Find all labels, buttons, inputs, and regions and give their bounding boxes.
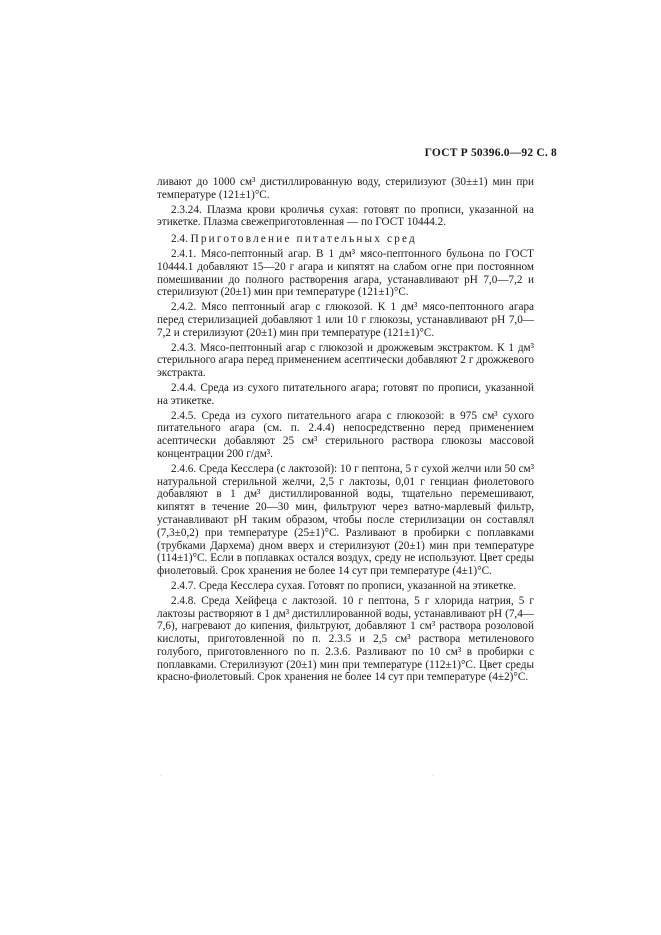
page-header xyxy=(425,147,557,159)
paragraph-2-4-1: 2.4.1. Мясо-пептонный агар. В 1 дм³ мясо-пептонного бульона по ГОСТ 10444.1 добавляют 15—20 г агара и кипятят на слабом огне при постоянном помешивании до полного растворения агара, устанавливают pH 7,0—7,2 и стерилизуют (20±1) мин при температуре (121±1)°C. xyxy=(157,247,534,299)
paragraph-2-4-5: 2.4.5. Среда из сухого питательного агара с глюкозой: в 975 см³ сухого питательного агара (см. п. 2.4.4) непосредственно перед применением асептически добавляют 25 см³ стерильного раствора глюкозы массовой концентрации 200 г/дм³. xyxy=(157,409,534,460)
paragraph-2-3-24: 2.3.24. Плазма крови кроличья сухая: готовят по прописи, указанной на этикетке. Плазма свежеприготовленная — по ГОСТ 10444.2. xyxy=(157,203,534,229)
document-code: ГОСТ Р 50396.0—92 С. 8 xyxy=(424,147,557,159)
paragraph-continuation: ливают до 1000 см³ дистиллированную воду, стерилизуют (30±±1) мин при температуре (121±1)°C. xyxy=(157,176,534,201)
scan-speck: · xyxy=(160,773,162,779)
paragraph-2-4-7: 2.4.7. Среда Кесслера сухая. Готовят по прописи, указанной на этикетке. xyxy=(171,579,517,592)
paragraph-2-4-2: 2.4.2. Мясо пептонный агар с глюкозой. К 1 дм³ мясо-пептонного агара перед стерилизацией добавляют 1 или 10 г глюкозы, устанавливают pH 7,0—7,2 и стерилизуют (20±1) мин при температуре (121±1)°C. xyxy=(157,301,534,339)
section-title: Приготовление питательных сред xyxy=(190,233,417,246)
scan-speck: · xyxy=(432,773,434,779)
section-number: 2.4. xyxy=(171,233,188,246)
document-body xyxy=(157,176,534,686)
paragraph-2-4-4: 2.4.4. Среда из сухого питательного агара; готовят по прописи, указанной на этикетке. xyxy=(157,381,534,407)
section-heading xyxy=(157,233,534,246)
paragraph-2-4-6: 2.4.6. Среда Кесслера (с лактозой): 10 г пептона, 5 г сухой желчи или 50 см³ натуральной стерильной желчи, 2,5 г лактозы, 0,01 г генциан фиолетового добавляют в 1 дм³ дистиллированной воды, тщательно перемешивают, кипятят в течение 20—30 мин, фильтруют через ватно-марлевый фильтр, устанавливают pH таким образом, чтобы после стерилизации он составлял (7,3±0,2) при температуре (25±1)°C. Разливают в пробирки с поплавками (трубками Дархема) дном вверх и стерилизуют (20±1) мин при температуре (114±1)°C. Если в поплавках остался воздух, среду не используют. Цвет среды фиолетовый. Срок хранения не более 14 сут при температуре (4±1)°C. xyxy=(157,462,534,578)
paragraph-2-4-8: 2.4.8. Среда Хейфеца с лактозой. 10 г пептона, 5 г хлорида натрия, 5 г лактозы растворяют в 1 дм³ дистиллированной воды, устанавливают pH (7,4—7,6), нагревают до кипения, фильтруют, добавляют 1 см³ раствора розоловой кислоты, приготовленной по п. 2.3.5 и 2,5 см³ раствора метиленового голубого, приготовленного по п. 2.3.6. Разливают по 10 см³ в пробирки с поплавками. Стерилизуют (20±1) мин при температуре (112±1)°C. Цвет среды красно-фиолетовый. Срок хранения не более 14 сут при температуре (4±2)°C. xyxy=(157,594,534,684)
paragraph-2-4-3: 2.4.3. Мясо-пептонный агар с глюкозой и дрожжевым экстрактом. К 1 дм³ стерильного агара перед применением асептически добавляют 2 г дрожжевого экстракта. xyxy=(157,341,534,380)
